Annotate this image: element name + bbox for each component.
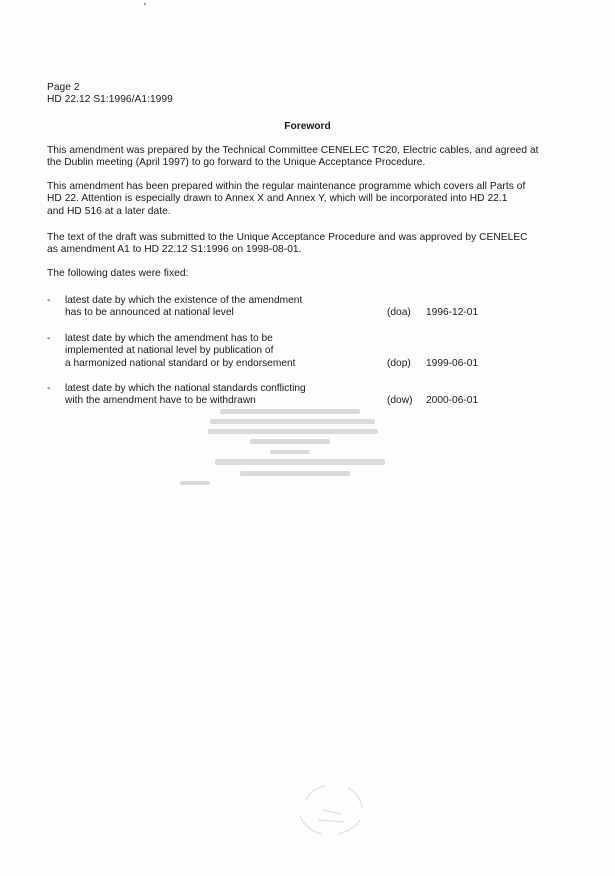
page-header (47, 82, 173, 107)
list-dash: - (47, 333, 51, 344)
page-number-label: Page 2 (47, 82, 80, 93)
paragraph-line: HD 22. Attention is especially drawn to Annex X and Annex Y, which will be incorporated into HD 22.1 (47, 193, 508, 205)
paragraph-line: and HD 516 at a later date. (47, 205, 171, 217)
paragraph-dates-intro (47, 268, 188, 280)
paragraph-line: as amendment A1 to HD 22.12 S1:1996 on 1998-08-01. (47, 244, 302, 256)
date-value: 2000-06-01 (426, 395, 479, 407)
date-abbreviation: (dop) (387, 357, 411, 369)
description-line: latest date by which the amendment has to be (65, 333, 273, 344)
paragraph-line: This amendment has been prepared within the regular maintenance programme which covers all Parts of (47, 181, 526, 192)
description-line: latest date by which the national standards conflicting (65, 383, 306, 394)
date-abbreviation: (doa) (387, 307, 411, 319)
foreword-title: Foreword (284, 121, 331, 132)
description-line: latest date by which the existence of the amendment (65, 295, 303, 306)
list-dash: - (47, 383, 51, 394)
paragraph-line: The text of the draft was submitted to the Unique Acceptance Procedure and was approved by CENELEC (47, 232, 528, 243)
embossed-seal-image (292, 780, 372, 840)
faded-stamp-image (180, 405, 400, 495)
date-value: 1996-12-01 (426, 307, 479, 319)
description-line: with the amendment have to be withdrawn (65, 395, 256, 407)
list-dash: - (47, 295, 51, 306)
paragraph-approval (47, 232, 528, 257)
description-line: has to be announced at national level (65, 307, 234, 319)
paragraph-line: the Dublin meeting (April 1997) to go forward to the Unique Acceptance Procedure. (47, 157, 426, 169)
description-line: implemented at national level by publication of (65, 345, 274, 357)
description-line: a harmonized national standard or by endorsement (65, 357, 296, 369)
foreword-heading (0, 121, 615, 132)
date-description (65, 295, 302, 320)
paragraph-prepared-by (47, 145, 539, 170)
date-value: 1999-06-01 (426, 357, 479, 369)
document-reference: HD 22.12 S1:1996/A1:1999 (47, 94, 173, 106)
date-description (65, 333, 296, 370)
scan-speck (144, 3, 146, 5)
date-description (65, 383, 306, 408)
date-abbreviation: (dow) (387, 395, 413, 407)
paragraph-maintenance (47, 181, 525, 218)
paragraph-line: This amendment was prepared by the Technical Committee CENELEC TC20, Electric cables, and agreed at (47, 145, 539, 156)
paragraph-line: The following dates were fixed: (47, 268, 189, 279)
